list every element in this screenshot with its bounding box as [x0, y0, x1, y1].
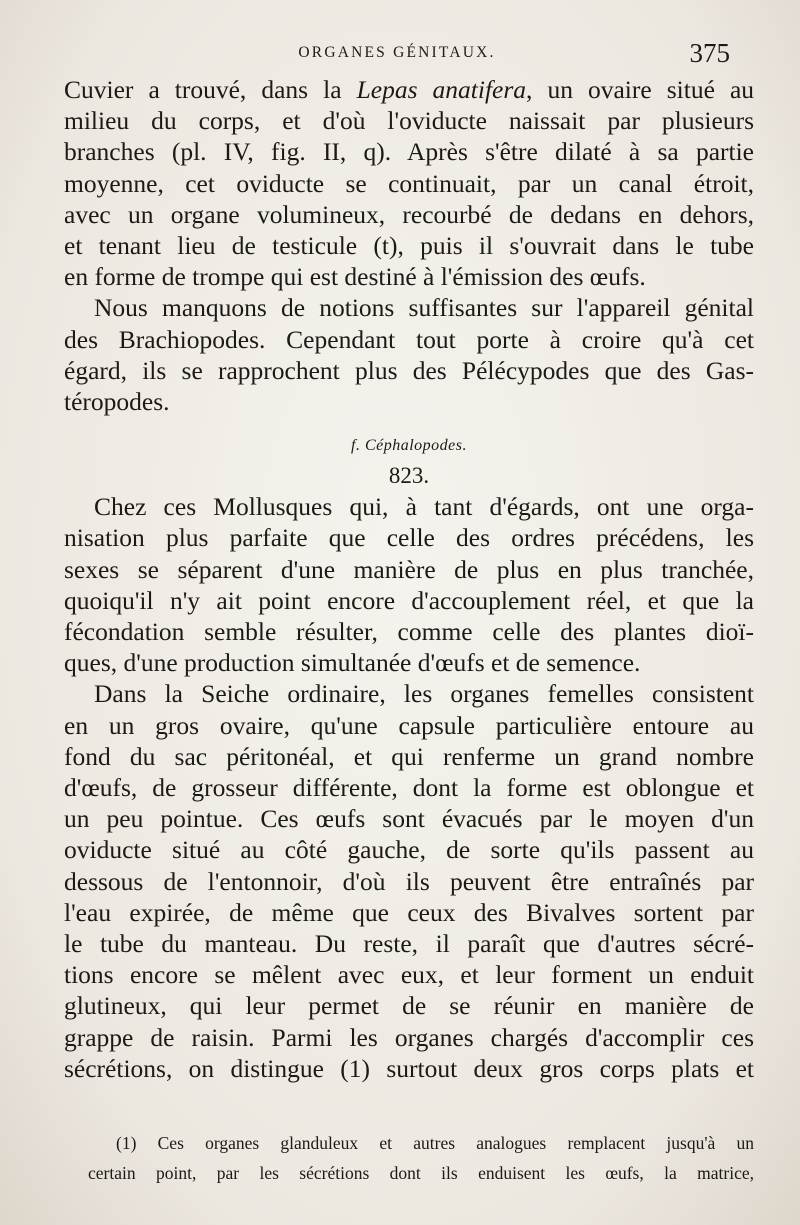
text-line: le tube du manteau. Du reste, il paraît que d'autres sécré-: [64, 929, 754, 959]
text-line: glutineux, qui leur permet de se réunir en manière de: [64, 991, 754, 1021]
footnote-line: certain point, par les sécrétions dont ils enduisent les œufs, la matrice,: [88, 1163, 754, 1183]
text-line: Dans la Seiche ordinaire, les organes femelles consistent: [94, 679, 754, 709]
text-line: et tenant lieu de testicule (t), puis il s'ouvrait dans le tube: [64, 231, 754, 261]
text-line: quoiqu'il n'y ait point encore d'accouplement réel, et que la: [64, 585, 754, 615]
text-line: d'œufs, de grosseur différente, dont la forme est oblongue et: [64, 773, 754, 803]
running-head: ORGANES GÉNITAUX.: [298, 44, 496, 61]
text-line: dessous de l'entonnoir, d'où ils peuvent être entraînés par: [64, 866, 754, 896]
text-line: tions encore se mêlent avec eux, et leur forment un enduit: [64, 960, 754, 990]
text-line: milieu du corps, et d'où l'oviducte naissait par plusieurs: [64, 106, 754, 136]
paragraph-brachiopodes: [64, 292, 754, 417]
text-line: un peu pointue. Ces œufs sont évacués par le moyen d'un: [64, 804, 754, 834]
paragraph-lepas: [64, 74, 754, 292]
section-heading: f. Céphalopodes.: [351, 437, 467, 455]
text-line: l'eau expirée, de même que ceux des Bivalves sortent par: [64, 897, 754, 927]
text-line: fécondation semble résulter, comme celle des plantes dioï-: [64, 617, 754, 647]
text-line: ques, d'une production simultanée d'œufs et de semence.: [64, 648, 641, 678]
section-number: 823.: [388, 463, 430, 489]
paragraph-seiche: [64, 678, 754, 1084]
text-line: moyenne, cet oviducte se continuait, par un canal étroit,: [64, 168, 754, 198]
text-line: fond du sac péritonéal, et qui renferme un grand nombre: [64, 741, 754, 771]
text-line: sécrétions, on distingue (1) surtout deux gros corps plats et: [64, 1053, 754, 1083]
page-number: 375: [689, 38, 730, 68]
page-header: [64, 38, 730, 72]
text-line: sexes se séparent d'une manière de plus en plus tranchée,: [64, 554, 754, 584]
text-line: en un gros ovaire, qu'une capsule particulière entoure au: [64, 710, 754, 740]
text-line: égard, ils se rapprochent plus des Pélécypodes que des Gas-: [64, 355, 754, 385]
footnote: [88, 1128, 754, 1188]
text-line: des Brachiopodes. Cependant tout porte à croire qu'à cet: [64, 324, 754, 354]
text-line: Chez ces Mollusques qui, à tant d'égards, ont une orga-: [94, 492, 754, 522]
text-line: Cuvier a trouvé, dans la Lepas anatifera, un ovaire situé au: [64, 75, 755, 104]
text-line: oviducte situé au côté gauche, de sorte qu'ils passent au: [64, 835, 754, 865]
paragraph-mollusques: [64, 491, 754, 678]
text-line: nisation plus parfaite que celle des ordres précédens, les: [64, 523, 754, 553]
species-name: Lepas anatifera: [356, 75, 527, 104]
text-line: Nous manquons de notions suffisantes sur l'appareil génital: [94, 293, 754, 323]
text-line: téropodes.: [64, 387, 170, 417]
text-line: grappe de raisin. Parmi les organes chargés d'accomplir ces: [64, 1022, 754, 1052]
text-line: en forme de trompe qui est destiné à l'émission des œufs.: [64, 262, 646, 292]
text-line: branches (pl. IV, fig. II, q). Après s'être dilaté à sa partie: [64, 137, 754, 167]
body-text: [64, 74, 754, 1084]
footnote-line: (1) Ces organes glanduleux et autres analogues remplacent jusqu'à un: [116, 1133, 754, 1153]
text-line: avec un organe volumineux, recourbé de dedans en dehors,: [64, 199, 754, 229]
